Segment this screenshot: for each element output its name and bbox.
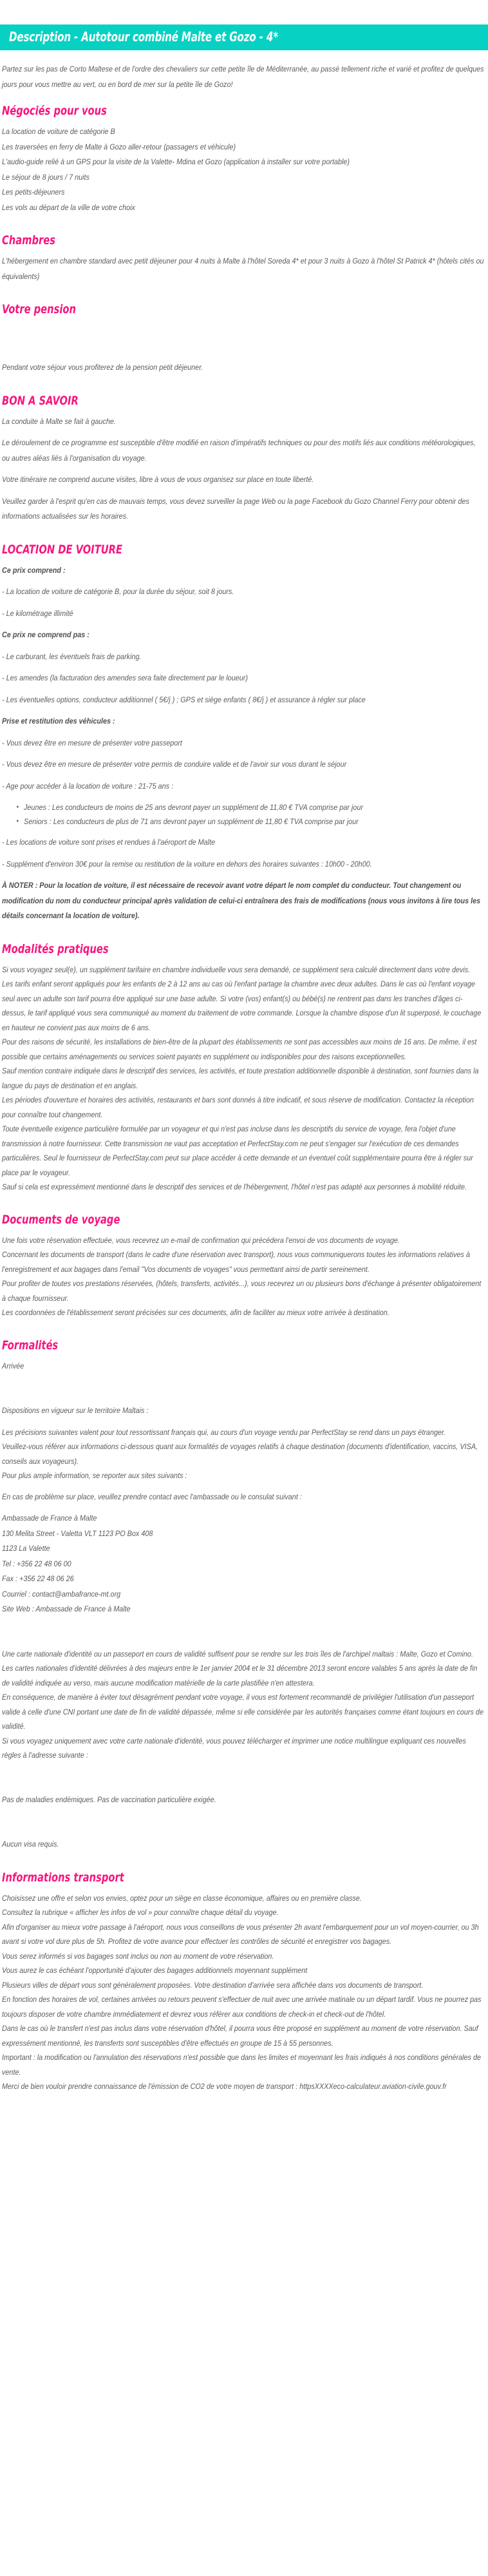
embassy-address-line: Ambassade de France à Malte <box>2 1514 97 1523</box>
section-heading-formalites: Formalités <box>2 1338 59 1352</box>
prise-restitution-item: - Vous devez être en mesure de présenter votre permis de conduire valide et de l'avoir sur vous durant le séjour <box>2 760 347 769</box>
embassy-address-line: 1123 La Valette <box>2 1544 50 1553</box>
identity-paragraph: En conséquence, de manière à éviter tout désagrément pendant votre voyage, il vous est fortement recommandé de privilégier l'utilisation d'un passeport valide à celle d'une CNI portant une date de fin de validité dépassée, même si elle considérée par les autorités françaises comme étant toujours en cours de validité. <box>2 1693 483 1731</box>
visa-paragraph: Aucun visa requis. <box>2 1840 59 1849</box>
transport-paragraph: En fonction des horaires de vol, certaines arrivées ou retours peuvent s'effectuer de nuit avec une arrivée matinale ou un départ tardif. Vous ne pourrez pas toujours disposer de votre chambre immédiatement et devrez vous référer aux conditions de check-in et check-out de l'hôtel. <box>2 1995 482 2019</box>
modalites-paragraph: Sauf mention contraire indiquée dans le descriptif des services, les activités, et toute prestation additionnelle disponible à destination, sont fournies dans la langue du pays de destination et en anglais. <box>2 1066 479 1090</box>
negocies-item: Le séjour de 8 jours / 7 nuits <box>2 172 89 182</box>
age-supplement-item: ● Seniors : Les conducteurs de plus de 71 ans devront payer un supplément de 11,80 € TVA comprise par jour <box>24 814 484 829</box>
negocies-item: Les traversées en ferry de Malte à Gozo aller-retour (passagers et véhicule) <box>2 142 236 151</box>
transport-paragraph: Vous serez informés si vos bagages sont inclus ou non au moment de votre réservation. <box>2 1951 274 1961</box>
prix-ne-comprend-label: Ce prix ne comprend pas : <box>2 630 89 639</box>
embassy-address-line: 130 Melita Street - Valetta VLT 1123 PO Box 408 <box>2 1528 153 1538</box>
formalites-dispositions: Dispositions en vigueur sur le territoire Maltais : <box>2 1406 149 1415</box>
prix-comprend-label: Ce prix comprend : <box>2 565 66 575</box>
prise-restitution-item: - Vous devez être en mesure de présenter votre passeport <box>2 738 182 747</box>
document-content <box>0 50 488 2094</box>
age-supplement-list <box>2 800 484 829</box>
formalites-contact-intro: En cas de problème sur place, veuillez prendre contact avec l'ambassade ou le consulat suivant : <box>2 1492 302 1501</box>
embassy-phone: Tel : +356 22 48 06 00 <box>2 1559 71 1568</box>
embassy-email: Courriel : contact@ambafrance-mt.org <box>2 1589 121 1599</box>
formalites-paragraph: Veuillez-vous référer aux informations ci-dessous quant aux formalités de voyages relatifs à chaque destination (documents d'identification, vaccins, VISA, conseils aux voyageurs). <box>2 1442 478 1466</box>
page-title: Description - Autotour combiné Malte et Gozo - 4* <box>9 29 278 44</box>
negocies-item: L'audio-guide relié à un GPS pour la visite de la Valette- Mdina et Gozo (application à installer sur votre portable) <box>2 157 350 166</box>
bon-a-savoir-paragraph: Le déroulement de ce programme est susceptible d'être modifié en raison d'impératifs techniques ou pour des motifs liés aux conditions météorologiques, ou autres aléas liés à l'organisation du voyage. <box>2 438 476 463</box>
identity-paragraph: Si vous voyagez uniquement avec votre carte nationale d'identité, vous pouvez télécharger et imprimer une notice multilingue expliquant ces nouvelles règles à l'adresse suivante : <box>2 1736 466 1760</box>
description-document <box>0 24 488 2107</box>
section-heading-location-voiture: LOCATION DE VOITURE <box>2 542 123 557</box>
modalites-paragraph: Les tarifs enfant seront appliqués pour les enfants de 2 à 12 ans au cas où l'enfant partage la chambre avec deux adultes. Dans le cas où l'enfant voyage seul avec un adulte son tarif pourra être appliqué sur une base adulte. Si votre (vos) enfant(s) ou bébé(s) ne rentrent pas dans les tranches d'âges ci-dessus, le tarif appliqué vous sera communiqué au moment du traitement de votre commande. Lorsque la chambre dispose d'un lit superposé, le couchage en hauteur ne convient pas aux moins de 6 ans. <box>2 979 482 1032</box>
pension-paragraph: Pendant votre séjour vous profiterez de la pension petit déjeuner. <box>2 363 203 372</box>
chambres-paragraph: L'hébergement en chambre standard avec petit déjeuner pour 4 nuits à Malte à l'hôtel Soreda 4* et pour 3 nuits à Gozo à l'hôtel St Patrick 4* (hôtels cités ou équivalents) <box>2 256 484 281</box>
location-note-item: - Supplément d'environ 30€ pour la remise ou restitution de la voiture en dehors des horaires suivantes : 10h00 - 20h00. <box>2 859 372 869</box>
transport-co2-paragraph: Merci de bien vouloir prendre connaissance de l'émission de CO2 de votre moyen de transport : httpsXXXXeco-calculateur.aviation-civile.gouv.fr <box>2 2082 447 2091</box>
negocies-item: Les petits-déjeuners <box>2 187 65 197</box>
formalites-paragraph: Les précisions suivantes valent pour tout ressortissant français qui, au cours d'un voyage vendu par PerfectStay se rend dans un pays étranger. <box>2 1427 446 1437</box>
embassy-fax: Fax : +356 22 48 06 26 <box>2 1574 74 1583</box>
prix-comprend-item: - La location de voiture de catégorie B, pour la durée du séjour, soit 8 jours. <box>2 587 234 596</box>
negocies-item: Les vols au départ de la ville de votre choix <box>2 202 135 212</box>
documents-paragraph: Concernant les documents de transport (dans le cadre d'une réservation avec transport), nous vous communiquerons toutes les informations relatives à l'enregistrement et aux bagages dans l'email "Vos documents de voyages" vous permettant ainsi de partir sereinement. <box>2 1250 470 1274</box>
documents-paragraph: Pour profiter de toutes vos prestations réservées, (hôtels, transferts, activités...), vous recevrez un ou plusieurs bons d'échange à présenter obligatoirement à chaque fournisseur. <box>2 1279 482 1303</box>
formalites-paragraph: Pour plus ample information, se reporter aux sites suivants : <box>2 1471 187 1480</box>
modalites-paragraph: Les périodes d'ouverture et horaires des activités, restaurants et bars sont donnés à titre indicatif, et sous réserve de modification. Contactez la réception pour connaître tout changement. <box>2 1095 474 1119</box>
transport-paragraph: Important : la modification ou l'annulation des réservations n'est possible que dans les limites et moyennant les frais indiqués à nos conditions générales de vente. <box>2 2053 482 2077</box>
bon-a-savoir-paragraph: Veuillez garder à l'esprit qu'en cas de mauvais temps, vous devez surveiller la page Web ou la page Facebook du Gozo Channel Ferry pour obtenir des informations actualisées sur les horaires. <box>2 496 469 521</box>
transport-paragraph: Consultez la rubrique « afficher les infos de vol » pour connaître chaque détail du voyage. <box>2 1908 279 1917</box>
transport-paragraph: Choisissez une offre et selon vos envies, optez pour un siège en classe économique, affaires ou en première classe. <box>2 1893 362 1903</box>
health-paragraph: Pas de maladies endémiques. Pas de vaccination particulière exigée. <box>2 1794 216 1804</box>
identity-paragraph: Une carte nationale d'identité ou un passeport en cours de validité suffisent pour se rendre sur les trois îles de l'archipel maltais : Malte, Gozo et Comino. <box>2 1649 473 1658</box>
transport-paragraph: Plusieurs villes de départ vous sont généralement proposées. Votre destination d'arrivée sera affichée dans vos documents de transport. <box>2 1980 424 1990</box>
embassy-website: Site Web : Ambassade de France à Malte <box>2 1604 131 1613</box>
transport-paragraph: Afin d'organiser au mieux votre passage à l'aéroport, nous vous conseillons de vous présenter 2h avant l'embarquement pour un vol moyen-courrier, ou 3h avant si votre vol dure plus de 5h. Profitez de votre avance pour effectuer les contrôles de sécurité et enregistrer vos bagages. <box>2 1922 479 1946</box>
prise-restitution-label: Prise et restitution des véhicules : <box>2 716 115 726</box>
section-heading-modalites: Modalités pratiques <box>2 941 109 956</box>
section-heading-negocies: Négociés pour vous <box>2 104 107 118</box>
section-heading-documents: Documents de voyage <box>2 1212 120 1227</box>
a-noter-paragraph: À NOTER : Pour la location de voiture, il est nécessaire de recevoir avant votre départ le nom complet du conducteur. Tout changement ou modification du nom du conducteur principal après validation de celui-ci entraînera des frais de modifications (nous vous invitons à lire tous les détails concernant la location de voiture). <box>2 881 481 920</box>
bon-a-savoir-paragraph: Votre itinéraire ne comprend aucune visites, libre à vous de vous organisez sur place en toute liberté. <box>2 475 314 484</box>
section-heading-chambres: Chambres <box>2 233 56 247</box>
modalites-paragraph: Si vous voyagez seul(e), un supplément tarifaire en chambre individuelle vous sera demandé, ce supplément sera calculé directement dans votre devis. <box>2 965 471 974</box>
modalites-paragraph: Sauf si cela est expressément mentionné dans le descriptif des services et de l'hébergement, l'hôtel n'est pas adapté aux personnes à mobilité réduite. <box>2 1182 467 1191</box>
section-heading-transport: Informations transport <box>2 1870 124 1885</box>
bon-a-savoir-paragraph: La conduite à Malte se fait à gauche. <box>2 416 116 426</box>
section-heading-pension: Votre pension <box>2 302 76 316</box>
age-supplement-item: ● Jeunes : Les conducteurs de moins de 25 ans devront payer un supplément de 11,80 € TVA comprise par jour <box>24 800 484 814</box>
location-note-item: - Les locations de voiture sont prises et rendues à l'aéroport de Malte <box>2 838 216 847</box>
section-heading-bon-a-savoir: BON A SAVOIR <box>2 393 79 408</box>
prix-ne-comprend-item: - Le carburant, les éventuels frais de parking. <box>2 651 142 661</box>
transport-paragraph: Vous aurez le cas échéant l'opportunité d'ajouter des bagages additionnels moyennant supplément <box>2 1966 308 1975</box>
prix-ne-comprend-item: - Les amendes (la facturation des amendes sera faite directement par le loueur) <box>2 673 248 682</box>
page-banner <box>0 24 488 50</box>
documents-paragraph: Les coordonnées de l'établissement seront précisées sur ces documents, afin de faciliter au mieux votre arrivée à destination. <box>2 1308 389 1317</box>
modalites-paragraph: Pour des raisons de sécurité, les installations de bien-être de la plupart des établissements ne sont pas accessibles aux moins de 16 ans. De même, il est possible que certains aménagements ou services soient payants en supplément ou indisponibles pour des raisons exceptionnelles. <box>2 1037 477 1061</box>
modalites-paragraph: Toute éventuelle exigence particulière formulée par un voyageur et qui n'est pas incluse dans les descriptifs du service de voyage, fera l'objet d'une transmission à notre fournisseur. Cette transmission ne vaut pas acceptation et PerfectStay.com ne peut s'engager sur l'exécution de ces demandes particulières. Seul le fournisseur de PerfectStay.com peut sur place accéder à cette demande et un éventuel coût supplémentaire pourra être à régler sur place par le voyageur. <box>2 1124 473 1177</box>
negocies-item: La location de voiture de catégorie B <box>2 127 115 136</box>
formalites-arrivee: Arrivée <box>2 1361 24 1370</box>
prise-restitution-item: - Age pour accéder à la location de voiture : 21-75 ans : <box>2 781 174 791</box>
transport-paragraph: Dans le cas où le transfert n'est pas inclus dans votre réservation d'hôtel, il pourra vous être proposé en supplément au moment de votre réservation. Sauf expressément mentionné, les transferts sont susceptibles d'être effectués en groupe de 15 à 55 personnes. <box>2 2024 478 2048</box>
documents-paragraph: Une fois votre réservation effectuée, vous recevrez un e-mail de confirmation qui précédera l'envoi de vos documents de voyage. <box>2 1235 400 1245</box>
prix-ne-comprend-item: - Les éventuelles options, conducteur additionnel ( 5€/j ) ; GPS et siège enfants ( 8€/j ) et assurance à régler sur place <box>2 695 366 704</box>
identity-paragraph: Les cartes nationales d'identité délivrées à des majeurs entre le 1er janvier 2004 et le 31 décembre 2013 seront encore valables 5 ans après la date de fin de validité indiquée au verso, mais aucune modification matérielle de la carte plastifiée n'en attestera. <box>2 1664 478 1687</box>
prix-comprend-item: - Le kilométrage illimité <box>2 608 73 618</box>
intro-paragraph: Partez sur les pas de Corto Maltese et de l'ordre des chevaliers sur cette petite île de Méditerranée, au passé tellement riche et varié et profitez de quelques jours pour vous mettre au vert, ou en bord de mer sur la petite île de Gozo! <box>2 64 484 89</box>
